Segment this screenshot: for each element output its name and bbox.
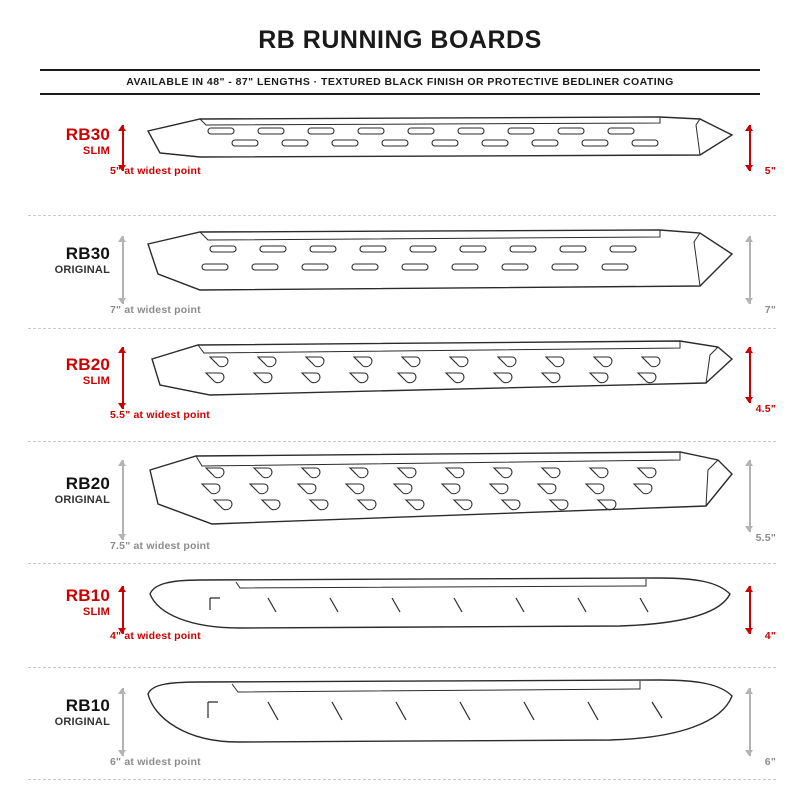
dimension-arrow-left — [118, 236, 127, 304]
product-row — [0, 103, 800, 216]
dimension-right-label: 5" — [764, 165, 776, 177]
model-variant: SLIM — [82, 606, 110, 618]
product-row — [0, 442, 800, 564]
product-rows — [0, 103, 800, 780]
model-name: RB20 — [65, 355, 110, 374]
header — [0, 0, 800, 95]
board-illustration — [140, 676, 740, 762]
board-illustration — [140, 335, 740, 423]
dimension-arrow-right — [745, 236, 754, 304]
dimension-right-label: 6" — [764, 756, 776, 768]
dimension-right-label: 4.5" — [755, 403, 776, 415]
dimension-right-label: 7" — [764, 304, 776, 316]
dimension-left-label: 7" at widest point — [110, 304, 201, 316]
dimension-arrow-right — [745, 586, 754, 634]
row-label — [30, 355, 110, 388]
model-variant: ORIGINAL — [54, 494, 110, 506]
page-title: RB RUNNING BOARDS — [258, 26, 542, 54]
dimension-right-label: 4" — [764, 630, 776, 642]
dimension-arrow-right — [745, 347, 754, 403]
model-variant: ORIGINAL — [54, 264, 110, 276]
dimension-left-label: 6" at widest point — [110, 756, 201, 768]
model-name: RB10 — [65, 696, 110, 715]
model-variant: SLIM — [82, 145, 110, 157]
subtitle-banner — [40, 69, 760, 95]
row-label — [30, 125, 110, 158]
product-row — [0, 564, 800, 668]
model-name: RB30 — [65, 244, 110, 263]
row-label — [30, 474, 110, 507]
board-illustration — [140, 572, 740, 652]
board-illustration — [140, 224, 740, 310]
dimension-arrow-left — [118, 460, 127, 540]
product-row — [0, 329, 800, 442]
row-divider — [28, 779, 776, 780]
dimension-right-label: 5.5" — [755, 532, 776, 544]
board-illustration — [140, 448, 740, 548]
model-variant: SLIM — [82, 375, 110, 387]
dimension-arrow-right — [745, 688, 754, 756]
dimension-arrow-right — [745, 125, 754, 171]
dimension-arrow-left — [118, 688, 127, 756]
model-name: RB10 — [65, 586, 110, 605]
row-label — [30, 586, 110, 619]
row-label — [30, 696, 110, 729]
product-row — [0, 668, 800, 780]
dimension-arrow-right — [745, 460, 754, 532]
dimension-left-label: 4" at widest point — [110, 630, 201, 642]
model-name: RB20 — [65, 474, 110, 493]
dimension-arrow-left — [118, 347, 127, 409]
dimension-left-label: 5" at widest point — [110, 165, 201, 177]
board-illustration — [140, 109, 740, 205]
dimension-left-label: 7.5" at widest point — [110, 540, 210, 552]
product-row — [0, 216, 800, 329]
subtitle-text: AVAILABLE IN 48" - 87" LENGTHS · TEXTURED BLACK FINISH OR PROTECTIVE BEDLINER COATING — [126, 76, 674, 88]
row-label — [30, 244, 110, 277]
dimension-arrow-left — [118, 586, 127, 634]
dimension-left-label: 5.5" at widest point — [110, 409, 210, 421]
model-variant: ORIGINAL — [54, 716, 110, 728]
model-name: RB30 — [65, 125, 110, 144]
